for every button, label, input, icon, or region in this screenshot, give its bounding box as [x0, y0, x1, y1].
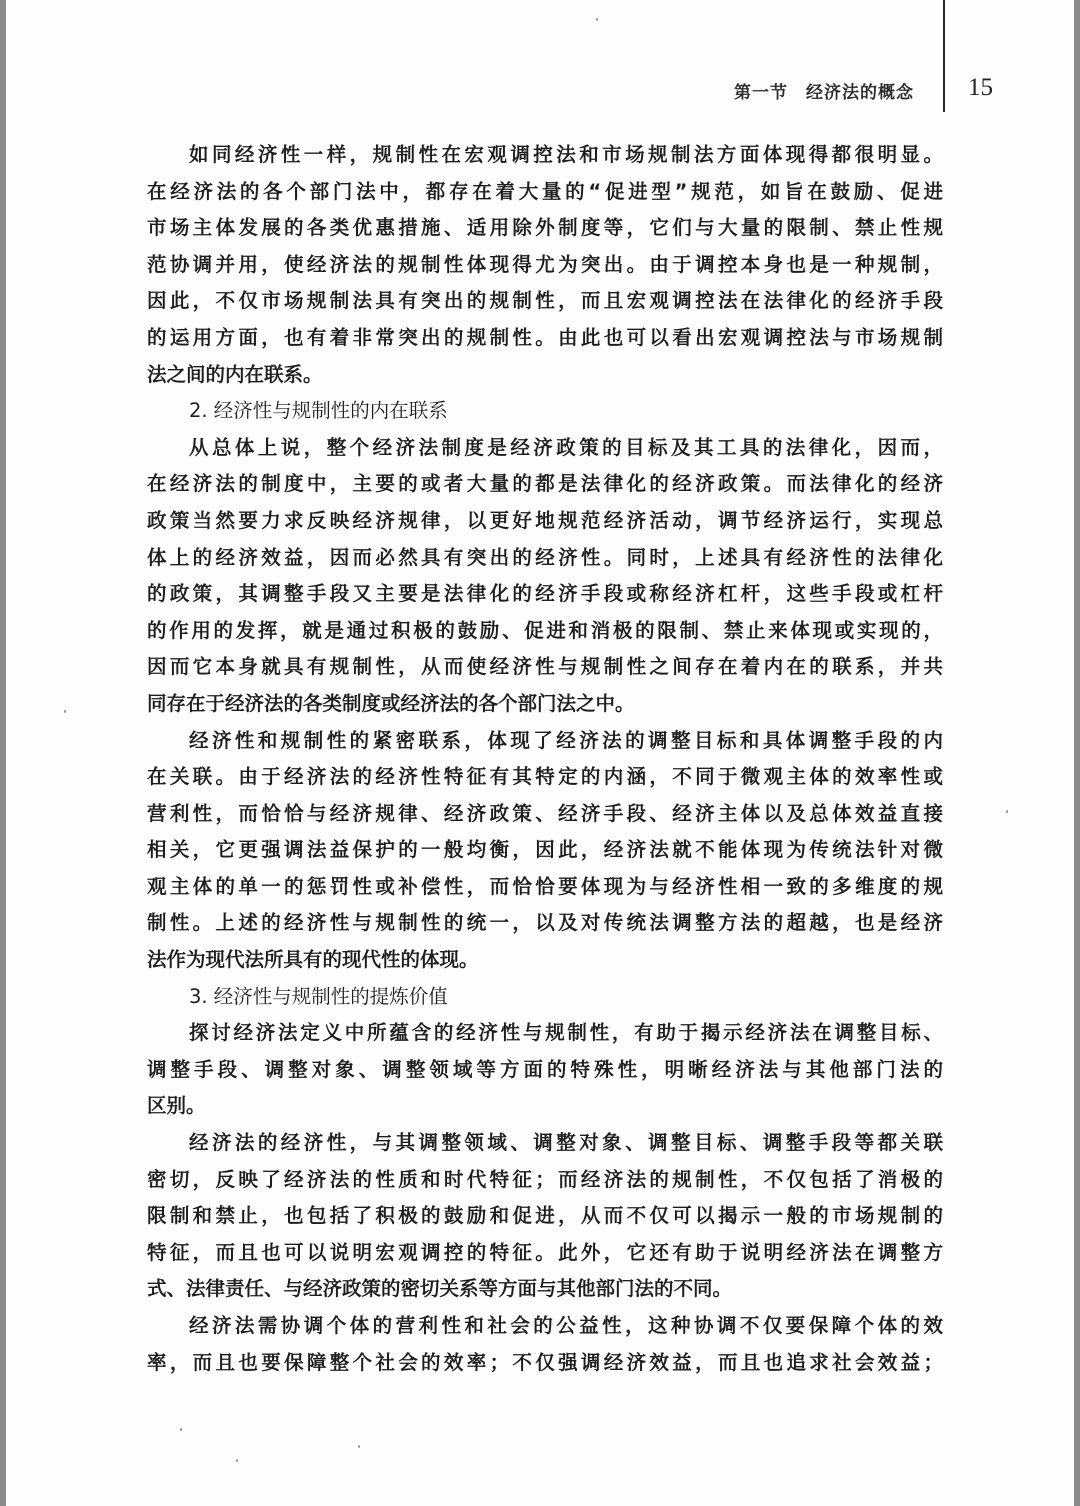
text-line: 经济法的经济性，与其调整领域、调整对象、调整目标、调整手段等都关联: [189, 1131, 943, 1155]
text-line: 区别。: [147, 1094, 206, 1118]
text-line: 的运用方面，也有着非常突出的规制性。由此也可以看出宏观调控法与市场规制: [147, 325, 943, 349]
text-line: 的政策，其调整手段又主要是法律化的经济手段或称经济杠杆，这些手段或杠杆: [147, 582, 943, 606]
paragraph: [147, 430, 943, 723]
text-line: 相关，它更强调法益保护的一般均衡，因此，经济法就不能体现为传统法针对微: [147, 838, 943, 862]
paragraph: [147, 1125, 943, 1308]
page-number: 15: [968, 74, 993, 101]
text-line: 经济法需协调个体的营利性和社会的公益性，这种协调不仅要保障个体的效: [189, 1314, 943, 1337]
text-line: 市场主体发展的各类优惠措施、适用除外制度等，它们与大量的限制、禁止性规: [147, 216, 943, 240]
text-line: 特征，而且也可以说明宏观调控的特征。此外，它还有助于说明经济法在调整方: [147, 1240, 943, 1264]
text-line: 从总体上说，整个经济法制度是经济政策的目标及其工具的法律化，因而，: [189, 435, 943, 459]
text-line: 限制和禁止，也包括了积极的鼓励和促进，从而不仅可以揭示一般的市场规制的: [147, 1204, 943, 1228]
text-line: 率，而且也要保障整个社会的效率；不仅强调经济效益，而且也追求社会效益；: [147, 1350, 943, 1374]
text-line: 因而它本身就具有规制性，从而使经济性与规制性之间存在着内在的联系，并共: [147, 655, 943, 679]
section-heading: [147, 979, 943, 1016]
text-line: 在经济法的制度中，主要的或者大量的都是法律化的经济政策。而法律化的经济: [147, 472, 943, 496]
book-page: [6, 0, 1074, 1506]
text-line: 法作为现代法所具有的现代性的体现。: [147, 948, 479, 972]
text-line: 政策当然要力求反映经济规律，以更好地规范经济活动，调节经济运行，实现总: [147, 508, 943, 532]
paragraph: [147, 1015, 943, 1125]
text-line: 制性。上述的经济性与规制性的统一，以及对传统法调整方法的超越，也是经济: [147, 911, 943, 935]
scan-speck: [236, 1459, 238, 1462]
running-header: [6, 0, 1074, 120]
text-line: 同存在于经济法的各类制度或经济法的各个部门法之中。: [147, 691, 635, 715]
text-line: 体上的经济效益，因而必然具有突出的经济性。同时，上述具有经济性的法律化: [147, 545, 943, 569]
header-divider: [943, 0, 945, 112]
scan-speck: [358, 1445, 360, 1448]
paragraph: [147, 1308, 943, 1381]
text-line: 如同经济性一样，规制性在宏观调控法和市场规制法方面体现得都很明显。: [189, 143, 943, 166]
text-line: 密切，反映了经济法的性质和时代特征；而经济法的规制性，不仅包括了消极的: [147, 1167, 943, 1191]
scan-speck: [64, 710, 66, 713]
scan-speck: [596, 18, 598, 21]
text-line: 2. 经济性与规制性的内在联系: [189, 399, 448, 423]
text-line: 在关联。由于经济法的经济性特征有其特定的内涵，不同于微观主体的效率性或: [147, 765, 943, 789]
text-line: 调整手段、调整对象、调整领域等方面的特殊性，明晰经济法与其他部门法的: [147, 1057, 943, 1081]
text-line: 营利性，而恰恰与经济规律、经济政策、经济手段、经济主体以及总体效益直接: [147, 801, 943, 825]
text-line: 范协调并用，使经济法的规制性体现得尤为突出。由于调控本身也是一种规制，: [147, 252, 943, 276]
scan-speck: [1006, 810, 1008, 813]
scan-speck: [180, 1428, 182, 1431]
paragraph: [147, 137, 943, 393]
body-text: [147, 137, 943, 1381]
text-line: 的作用的发挥，就是通过积极的鼓励、促进和消极的限制、禁止来体现或实现的，: [147, 618, 943, 642]
text-line: 经济性和规制性的紧密联系，体现了经济法的调整目标和具体调整手段的内: [189, 728, 943, 752]
text-line: 3. 经济性与规制性的提炼价值: [189, 984, 448, 1008]
text-line: 式、法律责任、与经济政策的密切关系等方面与其他部门法的不同。: [147, 1277, 733, 1301]
text-line: 探讨经济法定义中所蕴含的经济性与规制性，有助于揭示经济法在调整目标、: [189, 1021, 943, 1045]
section-heading: [147, 393, 943, 430]
paragraph: [147, 723, 943, 979]
text-line: 在经济法的各个部门法中，都存在着大量的“促进型”规范，如旨在鼓励、促进: [147, 179, 943, 203]
section-title: 第一节 经济法的概念: [734, 83, 914, 103]
text-line: 因此，不仅市场规制法具有突出的规制性，而且宏观调控法在法律化的经济手段: [147, 289, 943, 313]
text-line: 法之间的内在联系。: [147, 362, 323, 386]
text-line: 观主体的单一的惩罚性或补偿性，而恰恰要体现为与经济性相一致的多维度的规: [147, 874, 943, 898]
